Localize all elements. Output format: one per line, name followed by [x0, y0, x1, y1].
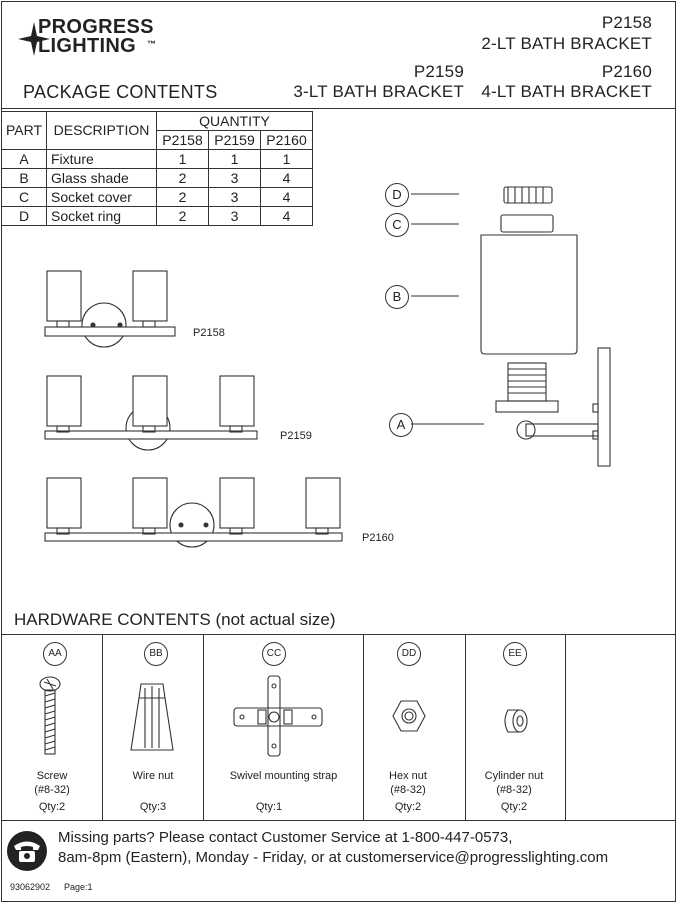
hardware-code-dd: DD	[397, 642, 421, 666]
hardware-col-divider	[565, 634, 566, 820]
contact-line2: 8am-8pm (Eastern), Monday - Friday, or at customerservice@progresslighting.com	[58, 849, 609, 866]
logo-line2: LIGHTING	[38, 35, 136, 57]
part-qty: 2	[157, 169, 209, 188]
hardware-qty-cc: Qty:1	[255, 801, 283, 813]
callout-a: A	[389, 413, 413, 437]
exploded-view-drawing	[380, 175, 640, 475]
page-number: Page:1	[64, 882, 93, 892]
table-row	[2, 207, 313, 226]
part-qty: 2	[157, 207, 209, 226]
fixture-2-label: P2158	[193, 327, 225, 339]
col-model: P2160	[261, 131, 313, 150]
callout-d: D	[385, 183, 409, 207]
part-qty: 1	[261, 150, 313, 169]
col-model: P2159	[209, 131, 261, 150]
hardware-spec-aa: (#8-32)	[34, 784, 70, 796]
col-qty-header: QUANTITY	[157, 112, 313, 131]
header-p2159-code: P2159	[413, 62, 464, 81]
col-model: P2158	[157, 131, 209, 150]
header-p2158-name: 2-LT BATH BRACKET	[481, 34, 652, 53]
wire-nut-icon	[127, 680, 177, 754]
part-qty: 3	[209, 169, 261, 188]
header-divider	[1, 108, 676, 109]
header-p2160-code: P2160	[601, 62, 652, 81]
header-p2159-name: 3-LT BATH BRACKET	[293, 82, 464, 101]
part-desc: Fixture	[47, 150, 157, 169]
part-qty: 2	[157, 188, 209, 207]
part-qty: 4	[261, 207, 313, 226]
fixture-3-label: P2159	[280, 430, 312, 442]
part-desc: Socket cover	[47, 188, 157, 207]
col-desc-header: DESCRIPTION	[47, 112, 157, 150]
hardware-title: HARDWARE CONTENTS (not actual size)	[14, 610, 336, 629]
hardware-qty-dd: Qty:2	[394, 801, 422, 813]
fixture-4-light-drawing	[45, 478, 342, 547]
logo-trademark: ™	[147, 39, 156, 49]
doc-number: 93062902	[10, 882, 51, 892]
hardware-name-aa: Screw	[36, 770, 68, 782]
hardware-name-bb: Wire nut	[132, 770, 174, 782]
callout-b: B	[385, 285, 409, 309]
package-contents-title: PACKAGE CONTENTS	[23, 82, 218, 102]
part-qty: 3	[209, 207, 261, 226]
fixture-4-label: P2160	[362, 532, 394, 544]
hardware-qty-aa: Qty:2	[38, 801, 66, 813]
callout-c: C	[385, 213, 409, 237]
part-qty: 4	[261, 188, 313, 207]
swivel-mounting-strap-icon	[228, 672, 328, 760]
table-row	[2, 169, 313, 188]
hardware-code-ee: EE	[503, 642, 527, 666]
hardware-col-divider	[203, 634, 204, 820]
hardware-qty-bb: Qty:3	[139, 801, 167, 813]
part-letter: A	[2, 150, 47, 169]
part-desc: Socket ring	[47, 207, 157, 226]
contact-line1: Missing parts? Please contact Customer Service at 1-800-447-0573,	[58, 829, 513, 846]
hardware-col-divider	[102, 634, 103, 820]
part-qty: 4	[261, 169, 313, 188]
hardware-spec-dd: (#8-32)	[390, 784, 426, 796]
part-letter: B	[2, 169, 47, 188]
fixture-2-light-drawing	[45, 271, 175, 347]
hardware-code-aa: AA	[43, 642, 67, 666]
col-part-header: PART	[2, 112, 47, 150]
hardware-name-ee: Cylinder nut	[484, 770, 544, 782]
part-qty: 1	[157, 150, 209, 169]
telephone-icon	[6, 830, 48, 872]
hardware-spec-ee: (#8-32)	[496, 784, 532, 796]
screw-icon	[30, 674, 70, 758]
hardware-code-bb: BB	[144, 642, 168, 666]
cylinder-nut-icon	[500, 706, 530, 736]
part-qty: 3	[209, 188, 261, 207]
part-letter: C	[2, 188, 47, 207]
logo-line1: PROGRESS	[38, 16, 154, 38]
part-letter: D	[2, 207, 47, 226]
hex-nut-icon	[392, 698, 426, 734]
header-p2160-name: 4-LT BATH BRACKET	[481, 82, 652, 101]
hardware-bottom-divider	[1, 820, 676, 821]
hardware-name-dd: Hex nut	[389, 770, 427, 782]
hardware-qty-ee: Qty:2	[500, 801, 528, 813]
table-row	[2, 150, 313, 169]
hardware-name-cc: Swivel mounting strap	[229, 770, 338, 782]
fixture-drawings	[0, 250, 400, 560]
part-qty: 1	[209, 150, 261, 169]
part-desc: Glass shade	[47, 169, 157, 188]
header-p2158-code: P2158	[601, 13, 652, 32]
fixture-3-light-drawing	[45, 376, 257, 450]
parts-table	[1, 111, 313, 226]
table-row	[2, 188, 313, 207]
hardware-code-cc: CC	[262, 642, 286, 666]
